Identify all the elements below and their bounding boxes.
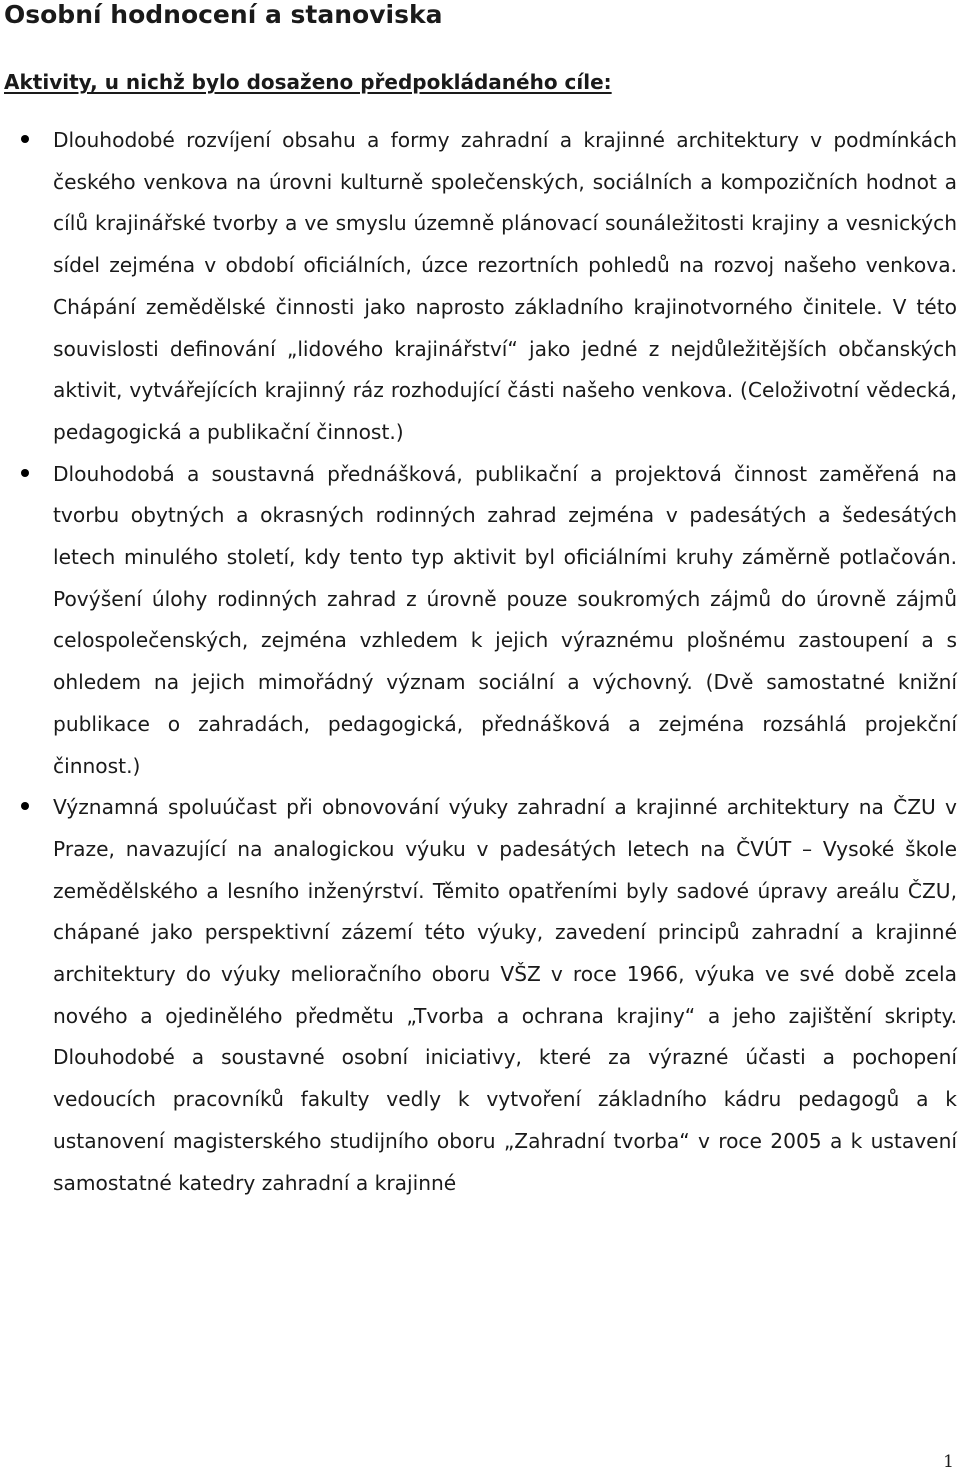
section-heading: Aktivity, u nichž bylo dosaženo předpokládaného cíle: — [4, 70, 612, 94]
list-item-text: Významná spoluúčast při obnovování výuky zahradní a krajinné architektury na ČZU v Praze, navazující na analogickou výuku v padesátých letech na ČVÚT – Vysoké škole zemědělského a lesního inženýrství. Těmito opatřeními byly sadové úpravy areálu ČZU, chápané jako perspektivní zázemí této výuky, zavedení principů zahradní a krajinné architektury do výuky melioračního oboru VŠZ v roce 1966, výuka ve své době zcela nového a ojedinělého předmětu „Tvorba a ochrana krajiny“ a jeho zajištění skripty. Dlouhodobé a soustavné osobní iniciativy, které za výrazné účasti a pochopení vedoucích pracovníků fakulty vedly k vytvoření základního kádru pedagogů a k ustanovení magisterského studijního oboru „Zahradní tvorba“ v roce 2005 a k ustavení samostatné katedry zahradní a krajinné — [53, 795, 957, 1195]
page-title: Osobní hodnocení a stanoviska — [4, 0, 443, 29]
page-number: 1 — [943, 1452, 954, 1472]
activities-list — [0, 120, 960, 1204]
list-item — [0, 120, 960, 454]
bullet-icon — [21, 135, 29, 143]
list-item — [0, 787, 960, 1204]
list-item-text: Dlouhodobé rozvíjení obsahu a formy zahradní a krajinné architektury v podmínkách českého venkova na úrovni kulturně společenských, sociálních a kompozičních hodnot a cílů krajinářské tvorby a ve smyslu územně plánovací sounáležitosti krajiny a vesnických sídel zejména v období oficiálních, úzce rezortních pohledů na rozvoj našeho venkova. Chápání zemědělské činnosti jako naprosto základního krajinotvorného činitele. V této souvislosti definování „lidového krajinářství“ jako jedné z nejdůležitějších občanských aktivit, vytvářejících krajinný ráz rozhodující části našeho venkova. (Celoživotní vědecká, pedagogická a publikační činnost.) — [53, 128, 957, 444]
bullet-icon — [21, 469, 29, 477]
bullet-icon — [21, 802, 29, 810]
list-item-text: Dlouhodobá a soustavná přednášková, publikační a projektová činnost zaměřená na tvorbu obytných a okrasných rodinných zahrad zejména v padesátých a šedesátých letech minulého století, kdy tento typ aktivit byl oficiálními kruhy záměrně potlačován. Povýšení úlohy rodinných zahrad z úrovně pouze soukromých zájmů do úrovně zájmů celospolečenských, zejména vzhledem k jejich výraznému plošnému zastoupení a s ohledem na jejich mimořádný význam sociální a výchovný. (Dvě samostatné knižní publikace o zahradách, pedagogická, přednášková a zejména rozsáhlá projekční činnost.) — [53, 461, 957, 778]
list-item — [0, 454, 960, 788]
